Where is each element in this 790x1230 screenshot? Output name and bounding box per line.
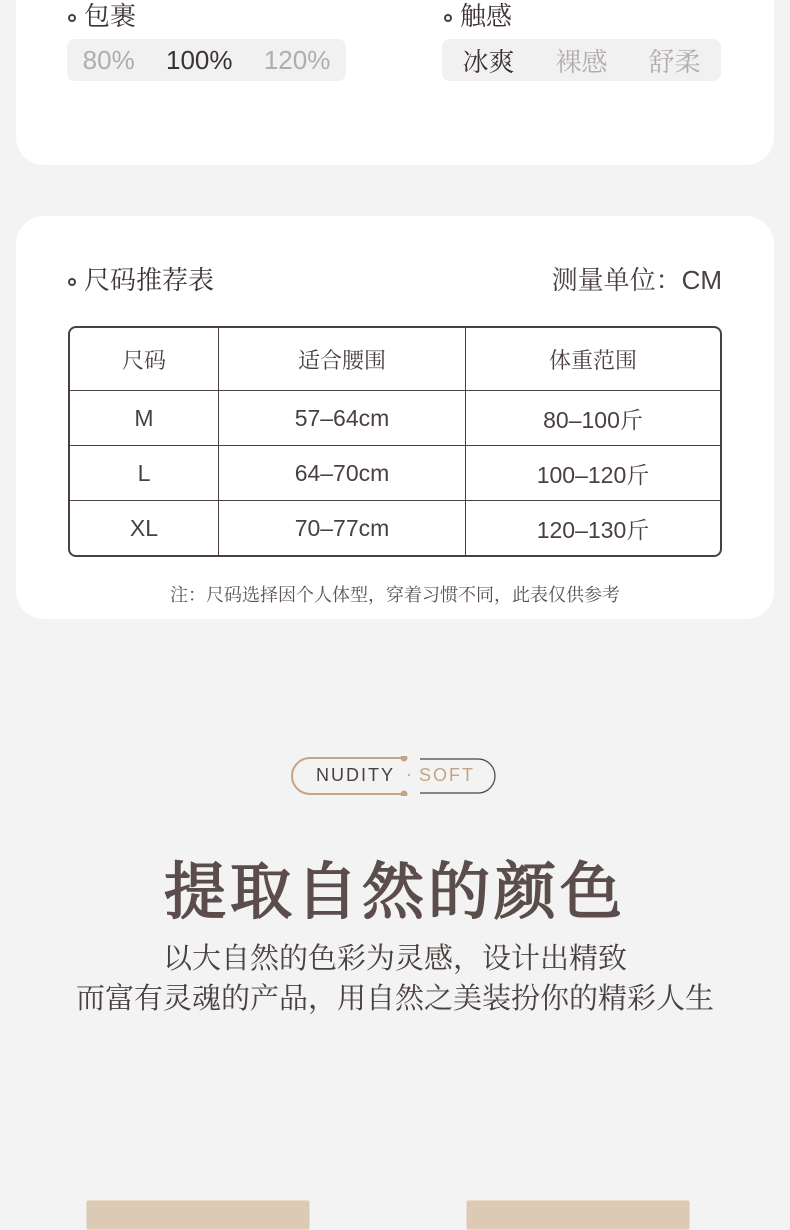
wrap-option-120[interactable]: 120% <box>263 44 331 75</box>
size-table <box>68 326 722 557</box>
measurement-unit: 测量单位：CM <box>551 265 722 295</box>
description-line-1: 以大自然的色彩为灵感，设计出精致 <box>162 943 627 975</box>
header-size: 尺码 <box>70 328 219 391</box>
size-chart-card <box>16 216 774 619</box>
touch-option-nude[interactable]: 裸感 <box>555 46 608 77</box>
header-waist: 适合腰围 <box>219 328 466 391</box>
badge-left-text: NUDITY <box>316 765 395 785</box>
cell-weight: 80–100斤 <box>466 391 720 446</box>
touch-options <box>442 39 721 81</box>
cell-waist: 64–70cm <box>219 446 466 501</box>
size-chart-title: 尺码推荐表 <box>68 260 214 297</box>
size-chart-note: 注：尺码选择因个人体型，穿着习惯不同，此表仅供参考 <box>170 585 620 605</box>
table-row <box>70 391 720 446</box>
wrap-options <box>67 39 346 81</box>
cell-weight: 120–130斤 <box>536 516 650 543</box>
header-weight: 体重范围 <box>466 328 720 391</box>
wrap-option-100[interactable]: 100% <box>166 44 233 75</box>
product-image-left <box>86 1200 310 1230</box>
nudity-soft-badge <box>290 756 498 796</box>
table-header-row <box>70 328 720 391</box>
touch-title: 触感 <box>444 0 512 33</box>
description-line-2: 而富有灵魂的产品，用自然之美装扮你的精彩人生 <box>75 983 714 1015</box>
headline: 提取自然的颜色 <box>163 858 626 927</box>
cell-size: M <box>70 391 219 446</box>
bullet-icon <box>68 14 76 22</box>
cell-size: L <box>70 446 219 501</box>
wrap-title: 包裹 <box>68 0 136 33</box>
table-row <box>70 446 720 501</box>
badge-separator: · <box>406 764 412 784</box>
fabric-properties-card <box>16 0 774 165</box>
table-row <box>70 501 720 555</box>
touch-option-cool[interactable]: 冰爽 <box>462 46 515 77</box>
bullet-icon <box>68 278 76 286</box>
badge-right-text: SOFT <box>419 765 475 785</box>
touch-option-soft[interactable]: 舒柔 <box>648 46 701 77</box>
product-image-right <box>466 1200 690 1230</box>
wrap-option-80[interactable]: 80% <box>82 44 135 75</box>
cell-size: XL <box>70 501 219 555</box>
bullet-icon <box>444 14 452 22</box>
cell-waist: 57–64cm <box>219 391 466 446</box>
cell-waist: 70–77cm <box>219 501 466 555</box>
cell-weight: 100–120斤 <box>466 446 720 501</box>
